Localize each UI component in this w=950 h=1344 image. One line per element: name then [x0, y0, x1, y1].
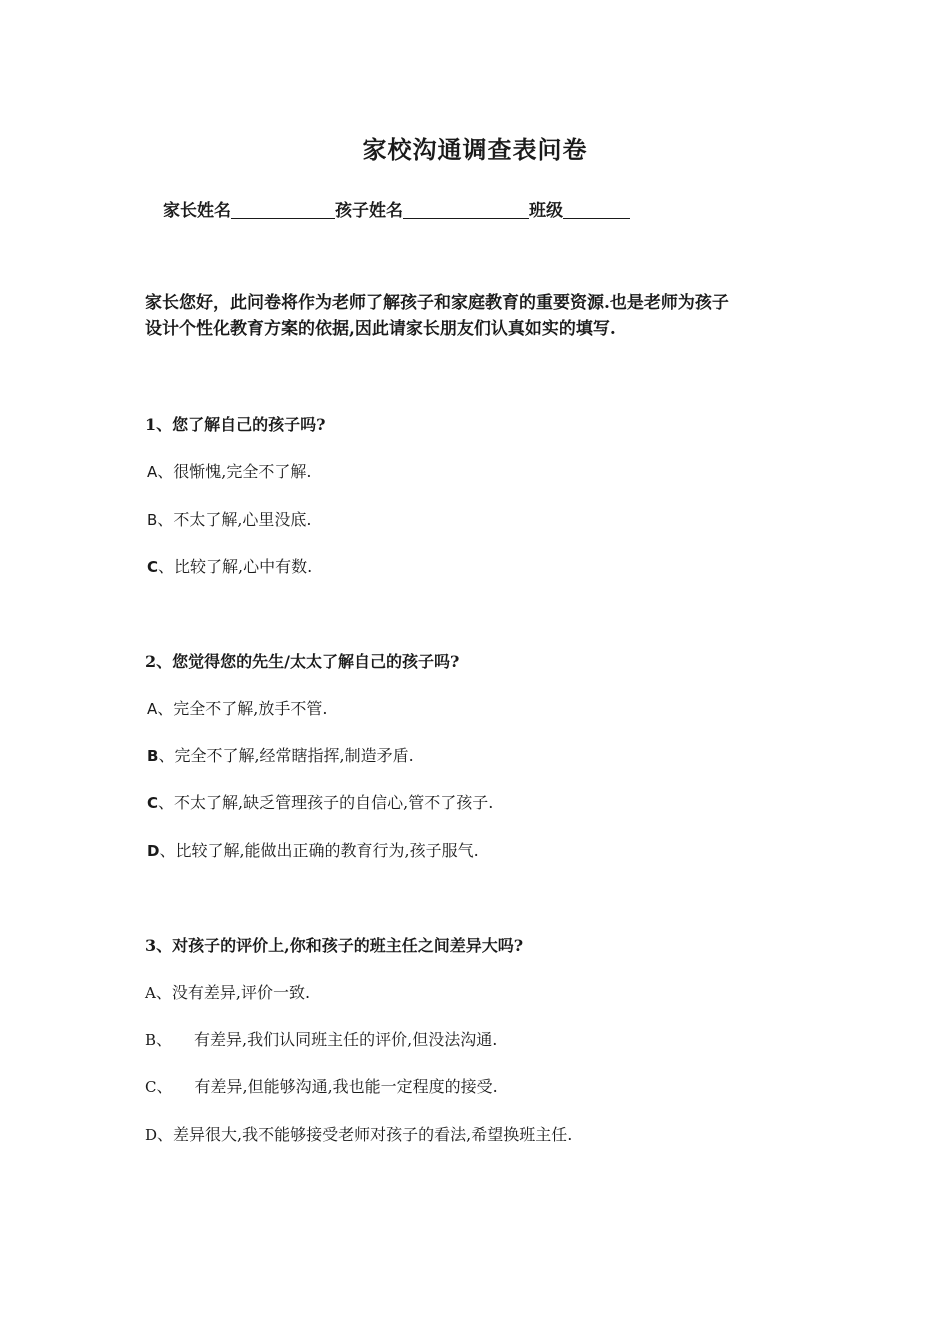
option-key: A — [147, 700, 158, 718]
option-text: 很惭愧,完全不了解. — [173, 462, 312, 481]
child-name-field[interactable] — [403, 200, 529, 219]
option-3d[interactable] — [145, 1122, 572, 1145]
option-text: 有差异,但能够沟通,我也能一定程度的接受. — [194, 1077, 498, 1096]
option-sep: 、 — [156, 1030, 173, 1049]
intro-line-1: 家长您好，此问卷将作为老师了解孩子和家庭教育的重要资源.也是老师为孩子 — [145, 293, 729, 313]
question-3: 3、对孩子的评价上,你和孩子的班主任之间差异大吗? — [145, 936, 524, 955]
option-text: 完全不了解,经常瞎指挥,制造矛盾. — [174, 746, 414, 765]
option-sep: 、 — [157, 510, 174, 529]
child-name-label: 孩子姓名 — [335, 201, 403, 221]
option-sep: 、 — [158, 746, 175, 765]
question-2: 2、您觉得您的先生/太太了解自己的孩子吗? — [145, 652, 460, 671]
parent-name-field[interactable] — [231, 200, 335, 219]
option-key: B — [145, 1031, 157, 1049]
option-sep: 、 — [159, 841, 176, 860]
option-sep: 、 — [158, 557, 175, 576]
question-1: 1、您了解自己的孩子吗? — [145, 415, 326, 434]
option-key: C — [147, 794, 159, 812]
option-2c[interactable] — [147, 790, 493, 813]
option-3a[interactable] — [145, 980, 310, 1003]
option-key: C — [147, 558, 159, 576]
option-2a[interactable] — [147, 696, 327, 719]
option-sep: 、 — [158, 793, 175, 812]
option-sep: 、 — [156, 1077, 173, 1096]
option-2b[interactable] — [147, 743, 414, 766]
option-key: D — [145, 1126, 158, 1144]
page-title: 家校沟通调查表问卷 — [362, 135, 588, 164]
option-key: B — [147, 747, 159, 765]
option-1b[interactable] — [147, 507, 312, 530]
option-key: D — [147, 842, 160, 860]
option-text: 完全不了解,放手不管. — [173, 699, 328, 718]
info-line — [163, 196, 630, 221]
option-sep: 、 — [157, 699, 174, 718]
option-text: 差异很大,我不能够接受老师对孩子的看法,希望换班主任. — [173, 1125, 573, 1144]
option-sep: 、 — [157, 462, 174, 481]
option-key: A — [145, 984, 156, 1002]
option-sep: 、 — [157, 1125, 174, 1144]
option-text: 比较了解,心中有数. — [174, 557, 313, 576]
class-field[interactable] — [563, 200, 630, 219]
option-3b[interactable] — [145, 1027, 497, 1050]
option-text: 不太了解,心里没底. — [173, 510, 312, 529]
option-text: 没有差异,评价一致. — [171, 983, 311, 1002]
option-sep: 、 — [155, 983, 172, 1002]
intro-paragraph — [145, 290, 817, 342]
option-2d[interactable] — [147, 838, 479, 861]
option-1a[interactable] — [147, 459, 311, 482]
parent-name-label: 家长姓名 — [163, 201, 231, 221]
intro-line-2: 设计个性化教育方案的依据,因此请家长朋友们认真如实的填写. — [145, 319, 616, 339]
option-text: 有差异,我们认同班主任的评价,但没法沟通. — [194, 1030, 498, 1049]
option-key: C — [145, 1078, 157, 1096]
option-3c[interactable] — [145, 1074, 498, 1097]
option-text: 比较了解,能做出正确的教育行为,孩子服气. — [175, 841, 479, 860]
option-text: 不太了解,缺乏管理孩子的自信心,管不了孩子. — [174, 793, 494, 812]
option-key: B — [147, 511, 158, 529]
class-label: 班级 — [529, 201, 563, 221]
option-key: A — [147, 463, 158, 481]
option-1c[interactable] — [147, 554, 312, 577]
